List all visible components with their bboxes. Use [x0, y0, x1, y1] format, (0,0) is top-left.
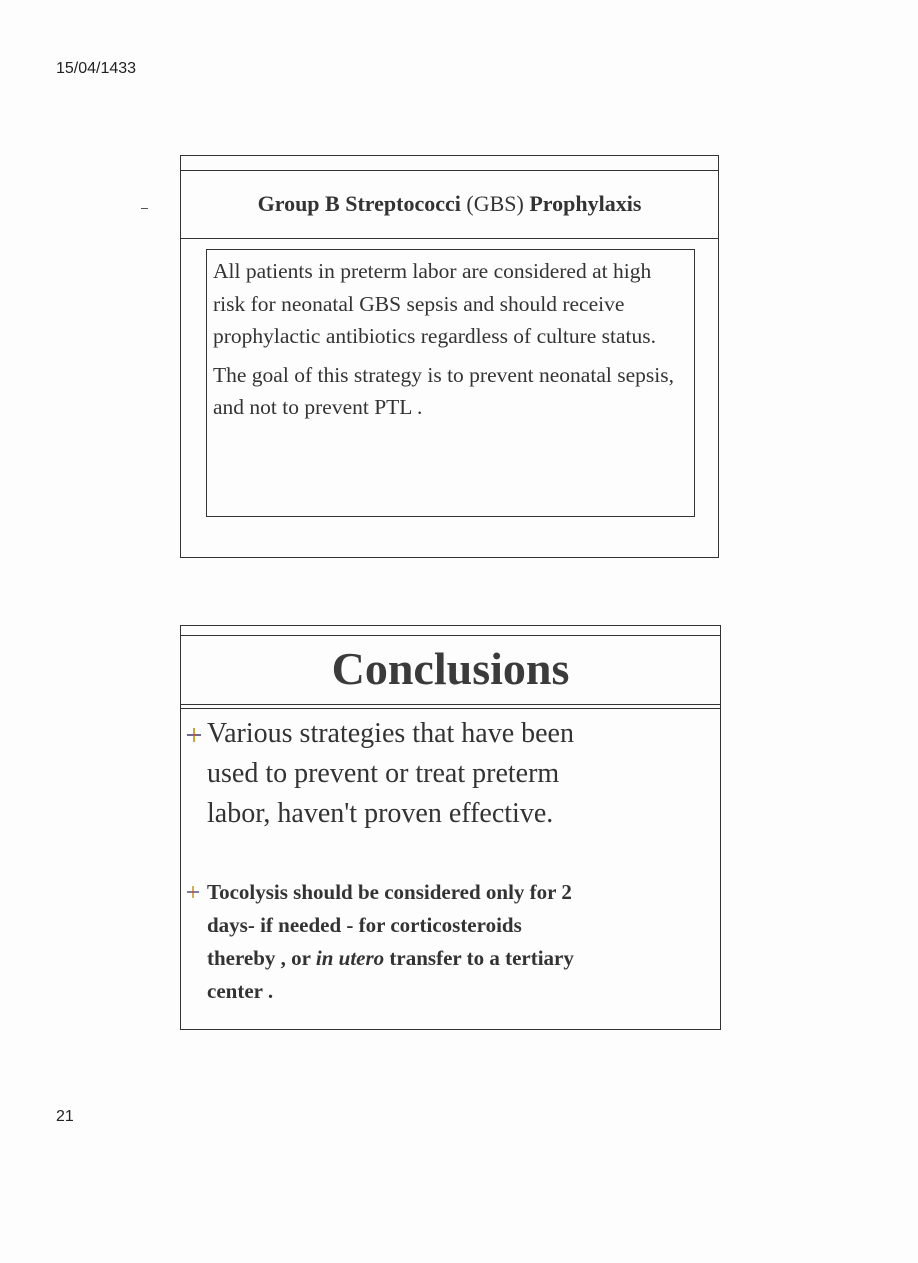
- bullet-line: Various strategies that have been: [207, 718, 574, 749]
- conclusion-bullet: [187, 876, 712, 1008]
- slide-title: [181, 191, 718, 217]
- conclusion-bullet: [187, 714, 707, 834]
- slide-gbs-prophylaxis: [180, 155, 719, 558]
- slide-title-bold-part: Group B Streptococci: [257, 191, 461, 216]
- slide-paragraph: All patients in preterm labor are considered at high risk for neonatal GBS sepsis and should receive prophylactic antibiotics regardless of culture status.: [213, 259, 657, 348]
- slide-paragraph: The goal of this strategy is to prevent neonatal sepsis, and not to prevent PTL .: [213, 362, 674, 419]
- bullet-italic-text: in utero: [315, 946, 385, 970]
- slide-title-bold-part: Prophylaxis: [529, 191, 642, 216]
- slide-top-rule: [181, 170, 718, 171]
- slide-conclusions: [180, 625, 721, 1030]
- bullet-text-part: transfer to a tertiary: [384, 946, 574, 970]
- bullet-line: center .: [207, 979, 274, 1003]
- bullet-text: [187, 876, 712, 1008]
- bullet-line: Tocolysis should be considered only for 2: [207, 880, 572, 904]
- bullet-line: labor, haven't proven effective.: [207, 798, 554, 829]
- stray-mark: [141, 208, 148, 209]
- page-number: 21: [56, 1108, 74, 1125]
- plus-bullet-icon: [187, 886, 199, 898]
- bullet-line: [207, 946, 574, 970]
- slide-title-rule: [181, 704, 720, 709]
- slide-title: Conclusions: [331, 643, 570, 694]
- bullet-line: used to prevent or treat preterm: [207, 758, 560, 789]
- bullet-text-part: thereby , or: [207, 946, 316, 970]
- plus-bullet-icon: [187, 728, 201, 742]
- slide-title-rule: [181, 238, 718, 239]
- slide-title-plain-part: (GBS): [466, 191, 524, 216]
- bullet-line: days- if needed - for corticosteroids: [207, 913, 522, 937]
- slide-textbox: [206, 249, 695, 517]
- bullet-text: [187, 714, 707, 834]
- page-date: 15/04/1433: [56, 60, 137, 77]
- slide-top-rule: [181, 635, 720, 636]
